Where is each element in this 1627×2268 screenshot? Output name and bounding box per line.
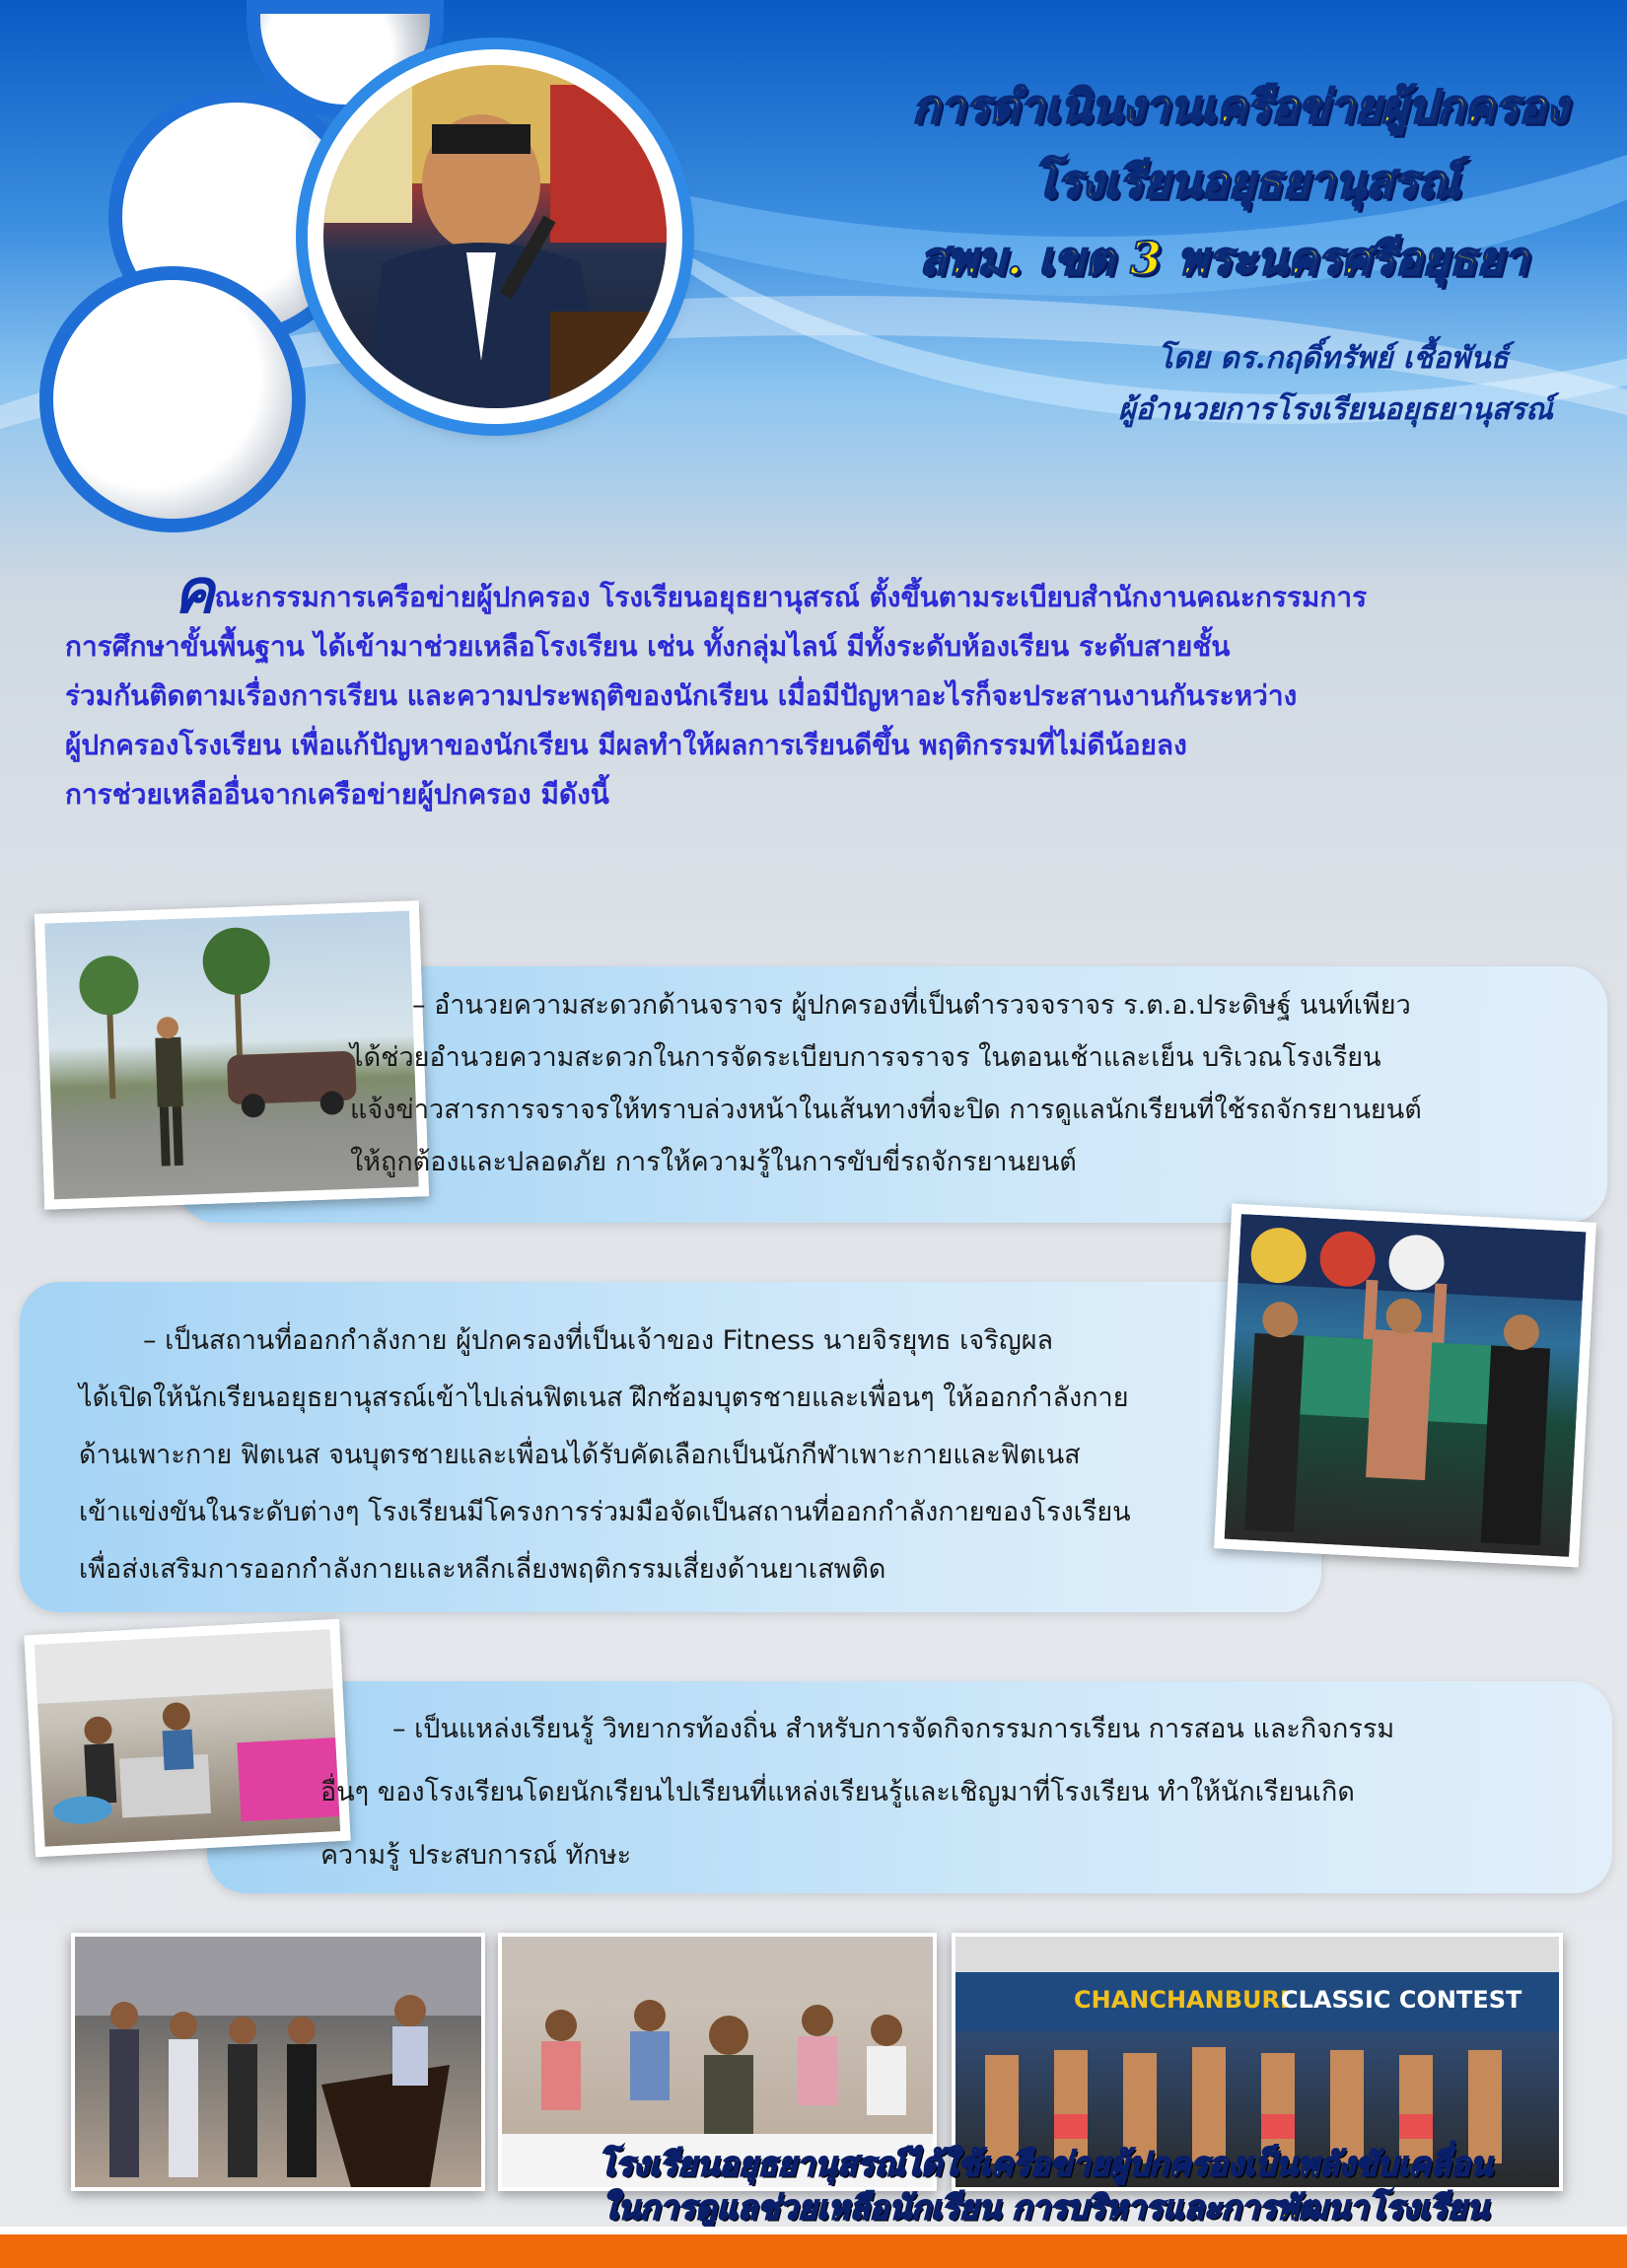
section-traffic-line-1: – อำนวยความสะดวกด้านจราจร ผู้ปกครองที่เป็นตำรวจจราจร ร.ต.อ.ประดิษฐ์ นนท์เพียว [412, 990, 1411, 1021]
intro-line-3: ร่วมกันติดตามเรื่องการเรียน และความประพฤติของนักเรียน เมื่อมีปัญหาอะไรก็จะประสานงานกันระหว่าง [65, 679, 1298, 712]
title-line-2: โรงเรียนอยุธยานุสรณ์ [1031, 155, 1459, 208]
intro-dropcap: ค [174, 555, 215, 627]
local-learning-photo [24, 1619, 350, 1857]
decor-bubble-left [39, 266, 306, 532]
intro-line-1 [65, 555, 1584, 627]
cooking-class-icon [35, 1629, 340, 1846]
footer-divider [0, 2227, 1627, 2234]
section-traffic-line-2: ได้ช่วยอำนวยความสะดวกในการจัดระเบียบการจราจร ในตอนเช้าและเย็น บริเวณโรงเรียน [350, 1042, 1381, 1073]
speaker-photo-icon [323, 65, 667, 408]
section-traffic-line-3: แจ้งข่าวสารการจราจรให้ทราบล่วงหน้าในเส้นทางที่จะปิด การดูแลนักเรียนที่ใช้รถจักรยานยนต์ [350, 1095, 1422, 1125]
caption-line-1: โรงเรียนอยุธยานุสรณ์ได้ใช้เครือข่ายผู้ปกครองเป็นพลังขับเคลื่อน [598, 2145, 1493, 2183]
section-fitness-line-5: เพื่อส่งเสริมการออกกำลังกายและหลีกเลี่ยงพฤติกรรมเสี่ยงด้านยาเสพติด [79, 1554, 886, 1585]
author-position: ผู้อำนวยการโรงเรียนอยุธยานุสรณ์ [1118, 392, 1553, 427]
caption-line-2: ในการดูแลช่วยเหลือนักเรียน การบริหารและการพัฒนาโรงเรียน [601, 2188, 1489, 2227]
section-fitness-line-3: ด้านเพาะกาย ฟิตเนส จนบุตรชายและเพื่อนได้รับคัดเลือกเป็นนักกีฬาเพาะกายและฟิตเนส [79, 1440, 1081, 1470]
title-line-3: สพม. เขต 3 พระนครศรีอยุธยา [919, 232, 1528, 285]
section-fitness-line-4: เข้าแข่งขันในระดับต่างๆ โรงเรียนมีโครงการร่วมมือจัดเป็นสถานที่ออกกำลังกายของโรงเรียน [79, 1497, 1131, 1527]
intro-line-1-text: ณะกรรมการเครือข่ายผู้ปกครอง โรงเรียนอยุธยานุสรณ์ ตั้งขึ้นตามระเบียบสำนักงานคณะกรรมการ [214, 581, 1368, 613]
banner-left-text: CHANCHANBURI [1074, 1986, 1289, 2014]
section-fitness-line-2: ได้เปิดให้นักเรียนอยุธยานุสรณ์เข้าไปเล่นฟิตเนส ฝึกซ้อมบุตรชายและเพื่อนๆ ให้ออกกำลังกาย [79, 1382, 1129, 1413]
footer-bar [0, 2234, 1627, 2268]
intro-paragraph [65, 555, 1584, 819]
banner-right-text: CLASSIC CONTEST [1281, 1986, 1522, 2014]
section-learning-line-1: – เป็นแหล่งเรียนรู้ วิทยากรท้องถิ่น สำหรับการจัดกิจกรรมการเรียน การสอน และกิจกรรม [392, 1714, 1395, 1744]
ceremony-scene-icon [75, 1937, 481, 2187]
author-name: โดย ดร.กฤดิ์ทรัพย์ เชื้อพันธ์ [1157, 341, 1509, 376]
intro-line-4: ผู้ปกครองโรงเรียน เพื่อแก้ปัญหาของนักเรียน มีผลทำให้ผลการเรียนดีขึ้น พฤติกรรมที่ไม่ดีน้อยลง [65, 729, 1187, 761]
section-traffic-line-4: ให้ถูกต้องและปลอดภัย การให้ความรู้ในการขับขี่รถจักรยานยนต์ [350, 1147, 1077, 1177]
intro-line-5: การช่วยเหลืออื่นจากเครือข่ายผู้ปกครอง มีดังนี้ [65, 778, 609, 811]
bottom-photo-ceremony [71, 1933, 485, 2191]
intro-line-2: การศึกษาขั้นพื้นฐาน ได้เข้ามาช่วยเหลือโรงเรียน เช่น ทั้งกลุ่มไลน์ มีทั้งระดับห้องเรียน ระดับสายชั้น [65, 630, 1231, 663]
bodybuilders-icon [1225, 1214, 1587, 1557]
fitness-competition-photo [1214, 1204, 1596, 1568]
title-line-1: การดำเนินงานเครือข่ายผู้ปกครอง [911, 80, 1568, 133]
director-portrait [308, 49, 682, 424]
section-learning-line-2: อื่นๆ ของโรงเรียนโดยนักเรียนไปเรียนที่แหล่งเรียนรู้และเชิญมาที่โรงเรียน ทำให้นักเรียนเกิด [320, 1777, 1355, 1807]
section-learning-line-3: ความรู้ ประสบการณ์ ทักษะ [320, 1840, 632, 1871]
section-fitness-line-1: – เป็นสถานที่ออกกำลังกาย ผู้ปกครองที่เป็นเจ้าของ Fitness นายจิรยุทธ เจริญผล [143, 1325, 1054, 1356]
